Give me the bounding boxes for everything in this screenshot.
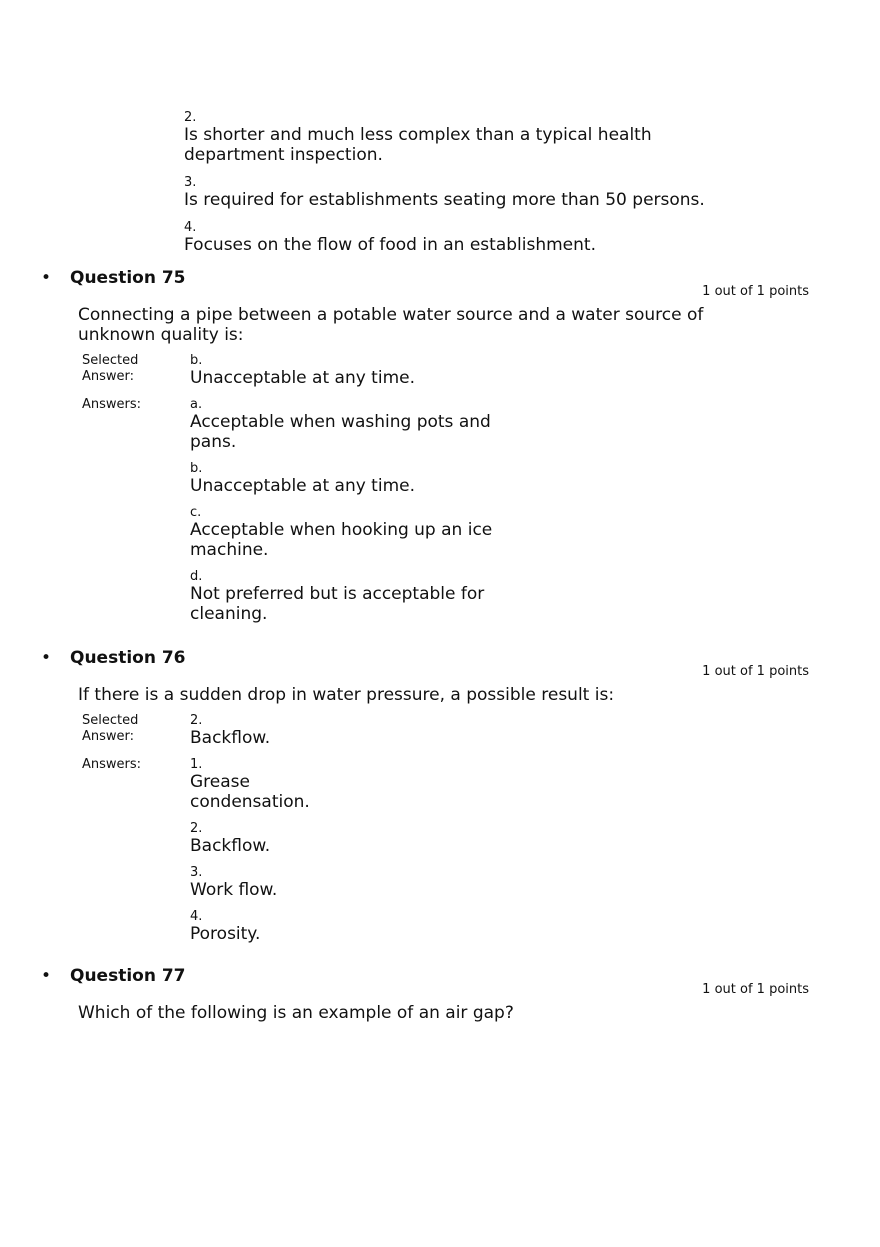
answers-list [190, 397, 510, 624]
option-number: 2. [190, 713, 203, 728]
selected-answer [190, 353, 510, 388]
option-text: Unacceptable at any time. [190, 368, 415, 388]
bullet-icon: • [41, 648, 52, 668]
question-76 [0, 648, 880, 953]
answer-option [184, 175, 744, 210]
question-title: Question 77 [70, 966, 186, 986]
option-number: 4. [184, 220, 197, 235]
option-text: Is shorter and much less complex than a typical health department inspection. [184, 125, 652, 165]
option-number: 1. [190, 757, 203, 772]
bullet-icon: • [41, 966, 52, 986]
option-text: Backflow. [190, 728, 271, 748]
option-number: 2. [184, 110, 197, 125]
answer-option [190, 461, 510, 496]
option-number: b. [190, 353, 203, 368]
answers-row [82, 397, 880, 624]
answers-label: Answers: [82, 397, 142, 412]
option-text: Work flow. [190, 880, 278, 900]
option-number: d. [190, 569, 203, 584]
option-text: Acceptable when washing pots and pans. [190, 412, 491, 452]
question-points: 1 out of 1 points [702, 284, 809, 299]
selected-answer-row [82, 713, 880, 748]
previous-question-options [184, 110, 744, 265]
selected-answer-row [82, 353, 880, 388]
question-points: 1 out of 1 points [702, 982, 809, 997]
option-number: c. [190, 505, 202, 520]
option-text: Backflow. [190, 836, 271, 856]
question-text: Which of the following is an example of an air gap? [78, 1003, 514, 1023]
answer-option [190, 865, 330, 900]
question-points: 1 out of 1 points [702, 664, 809, 679]
option-text: Grease condensation. [190, 772, 310, 812]
option-number: a. [190, 397, 203, 412]
option-text: Is required for establishments seating more than 50 persons. [184, 190, 705, 210]
option-number: 4. [190, 909, 203, 924]
selected-answer-label [82, 353, 172, 385]
question-header [0, 648, 880, 679]
question-75 [0, 268, 880, 633]
answer-option [190, 505, 510, 560]
option-text: Focuses on the flow of food in an establishment. [184, 235, 596, 255]
question-text: Connecting a pipe between a potable water source and a water source of unknown quality is: [78, 305, 704, 345]
option-text: Acceptable when hooking up an ice machine. [190, 520, 493, 560]
selected-label-line2: Answer: [82, 369, 135, 384]
bullet-icon: • [41, 268, 52, 288]
question-header [0, 268, 880, 299]
option-number: b. [190, 461, 203, 476]
question-header [0, 966, 880, 997]
option-number: 3. [184, 175, 197, 190]
question-title: Question 75 [70, 268, 186, 288]
option-text: Porosity. [190, 924, 261, 944]
answer-option [190, 909, 330, 944]
option-number: 3. [190, 865, 203, 880]
selected-label-line1: Selected [82, 353, 139, 368]
option-text: Unacceptable at any time. [190, 476, 415, 496]
question-title: Question 76 [70, 648, 186, 668]
selected-answer-label [82, 713, 172, 745]
answer-option [190, 821, 330, 856]
answer-option [190, 569, 510, 624]
question-text: If there is a sudden drop in water pressure, a possible result is: [78, 685, 615, 705]
answers-row [82, 757, 880, 944]
answer-option [190, 397, 510, 452]
selected-label-line1: Selected [82, 713, 139, 728]
selected-answer [190, 713, 510, 748]
selected-label-line2: Answer: [82, 729, 135, 744]
option-number: 2. [190, 821, 203, 836]
answer-option [190, 757, 330, 812]
answer-option [184, 220, 744, 255]
answer-option [190, 353, 510, 388]
answer-option [190, 713, 510, 748]
answers-list [190, 757, 330, 944]
question-77 [0, 966, 880, 1023]
answers-label: Answers: [82, 757, 142, 772]
option-text: Not preferred but is acceptable for cleaning. [190, 584, 485, 624]
answer-option [184, 110, 744, 165]
